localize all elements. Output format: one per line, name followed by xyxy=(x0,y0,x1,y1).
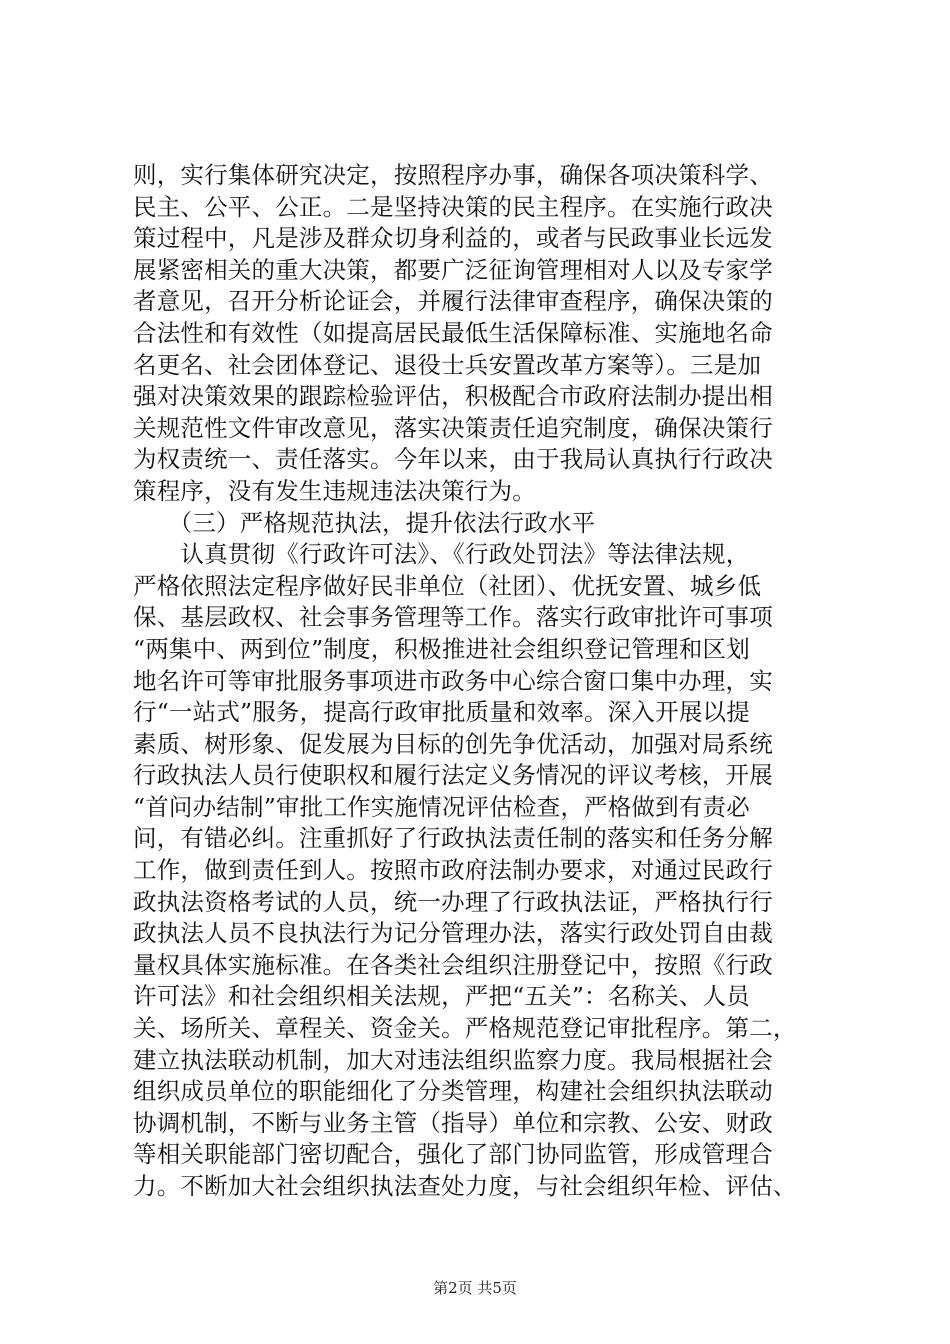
text-line: 关、场所关、章程关、资金关。严格规范登记审批程序。第二， xyxy=(133,1014,797,1043)
text-line: 严格依照法定程序做好民非单位（社团）、优抚安置、城乡低 xyxy=(133,571,762,600)
text-line: （三）严格规范执法，提升依法行政水平 xyxy=(133,508,596,537)
text-line: 名更名、社会团体登记、退役士兵安置改革方案等）。三是加 xyxy=(133,350,762,379)
text-line: 政执法资格考试的人员，统一办理了行政执法证，严格执行行 xyxy=(133,887,773,916)
text-line: “首问办结制”审批工作实施情况评估检查，严格做到有责必 xyxy=(133,792,750,821)
text-line: 政执法人员不良执法行为记分管理办法，落实行政处罚自由裁 xyxy=(133,919,773,948)
text-line: 策程序，没有发生违规违法决策行为。 xyxy=(133,476,536,505)
text-line: 为权责统一、责任落实。今年以来，由于我局认真执行行政决 xyxy=(133,445,773,474)
text-line: 地名许可等审批服务事项进市政务中心综合窗口集中办理，实 xyxy=(133,666,773,695)
text-line: 者意见，召开分析论证会，并履行法律审查程序，确保决策的 xyxy=(133,287,773,316)
text-line: 素质、树形象、促发展为目标的创先争优活动，加强对局系统 xyxy=(133,729,773,758)
text-line: 量权具体实施标准。在各类社会组织注册登记中，按照《行政 xyxy=(133,950,773,979)
text-line: 力。不断加大社会组织执法查处力度，与社会组织年检、评估、 xyxy=(133,1172,797,1200)
text-line: 工作，做到责任到人。按照市政府法制办要求，对通过民政行 xyxy=(133,856,773,885)
text-line: 问，有错必纠。注重抓好了行政执法责任制的落实和任务分解 xyxy=(133,824,773,853)
text-line: 许可法》和社会组织相关法规，严把“五关”：名称关、人员 xyxy=(133,982,750,1011)
text-line: 保、基层政权、社会事务管理等工作。落实行政审批许可事项 xyxy=(133,603,773,632)
text-line: 合法性和有效性（如提高居民最低生活保障标准、实施地名命 xyxy=(133,318,773,347)
text-line: 认真贯彻《行政许可法》、《行政处罚法》等法律法规， xyxy=(133,540,750,569)
text-line: 行“一站式”服务，提高行政审批质量和效率。深入开展以提 xyxy=(133,698,750,727)
document-body xyxy=(133,160,843,1203)
text-line: 则，实行集体研究决定，按照程序办事，确保各项决策科学、 xyxy=(133,161,773,189)
text-line: 强对决策效果的跟踪检验评估，积极配合市政府法制办提出相 xyxy=(133,382,773,411)
text-line: 展紧密相关的重大决策，都要广泛征询管理相对人以及专家学 xyxy=(133,255,773,284)
text-line: 策过程中，凡是涉及群众切身利益的，或者与民政事业长远发 xyxy=(133,224,773,253)
text-line: “两集中、两到位”制度，积极推进社会组织登记管理和区划 xyxy=(133,634,750,663)
page-footer: 第2页 共5页 xyxy=(433,1279,517,1297)
text-line: 行政执法人员行使职权和履行法定义务情况的评议考核，开展 xyxy=(133,761,773,790)
text-line: 关规范性文件审改意见，落实决策责任追究制度，确保决策行 xyxy=(133,413,773,442)
text-line: 建立执法联动机制，加大对违法组织监察力度。我局根据社会 xyxy=(133,1045,773,1074)
text-line: 民主、公平、公正。二是坚持决策的民主程序。在实施行政决 xyxy=(133,192,773,221)
text-line: 等相关职能部门密切配合，强化了部门协同监管，形成管理合 xyxy=(133,1140,773,1169)
text-line: 协调机制，不断与业务主管（指导）单位和宗教、公安、财政 xyxy=(133,1108,773,1137)
text-line: 组织成员单位的职能细化了分类管理，构建社会组织执法联动 xyxy=(133,1077,773,1106)
